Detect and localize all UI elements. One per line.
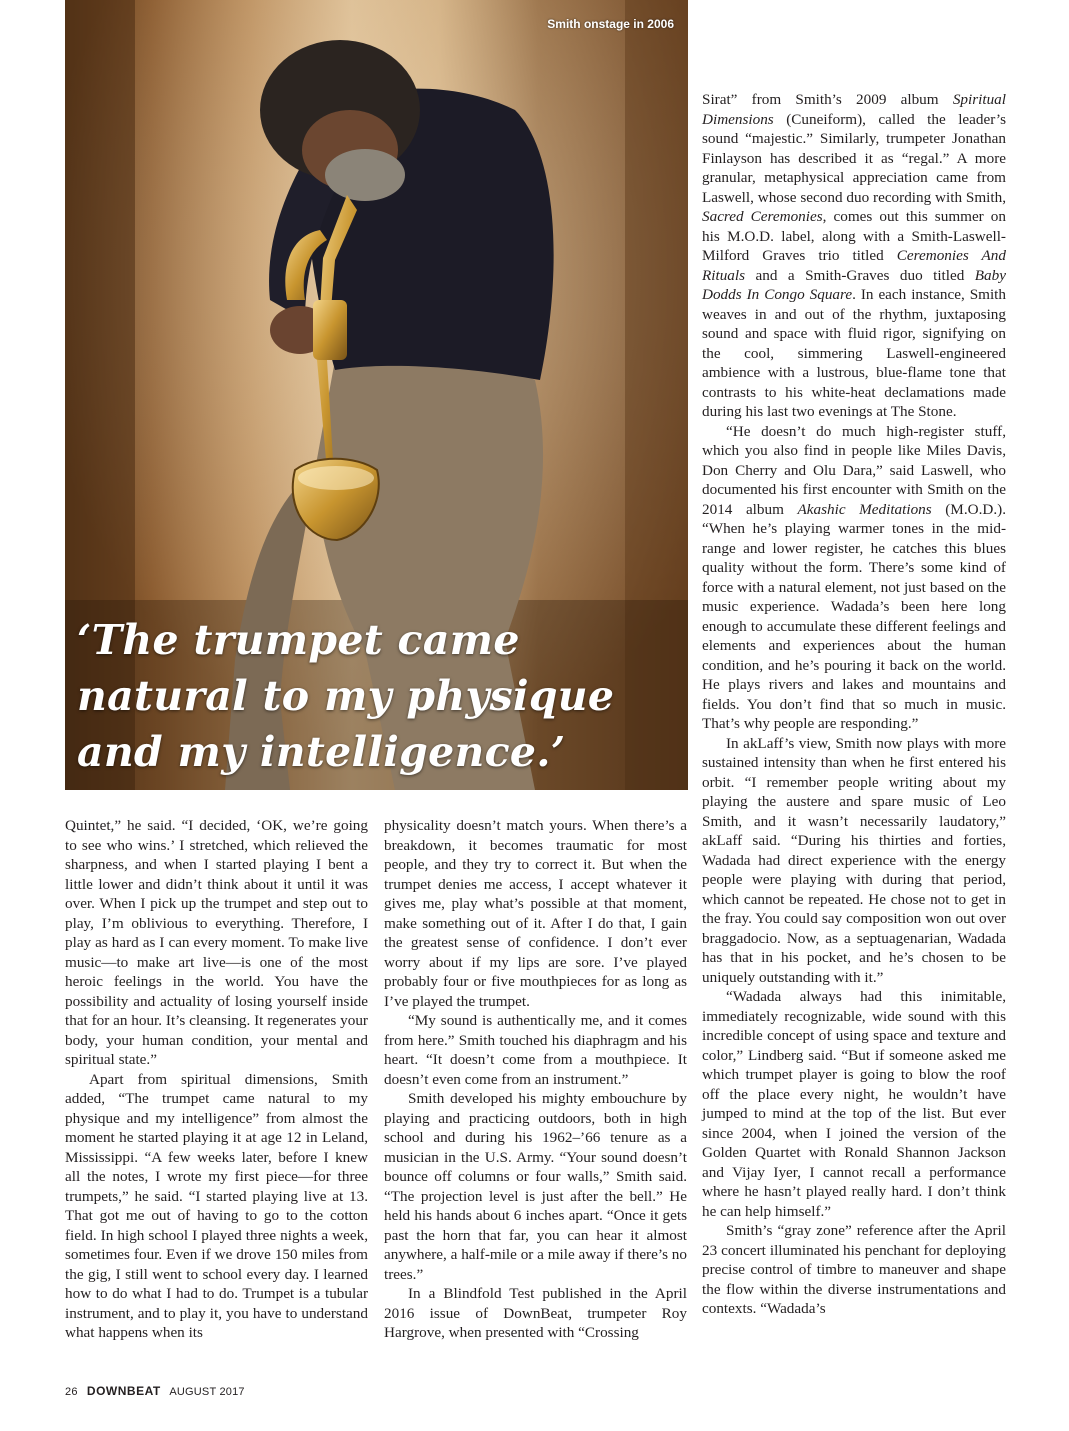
pull-quote: ‘The trumpet came natural to my physique and my intelligence.’ — [77, 616, 615, 776]
album-title: Sacred Ceremonies — [702, 208, 823, 225]
paragraph: In akLaff’s view, Smith now plays with more sustained intensity than when he first entered his orbit. “I remember people writing about my playing the austere and spare music of Leo Smith, and it wasn’t necessarily laudatory,” akLaff said. “During his thirties and forties, Wadada had direct experience with the energy people were playing with during that period, which cannot be repeated. He chose not to get in the fray. You could say composition won out over braggadocio. Now, as a septuagenarian, Wadada has that in his pocket, and he’s chosen to be uniquely outstanding with it.” — [702, 734, 1006, 986]
paragraph: Smith’s “gray zone” reference after the April 23 concert illuminated his penchant for deploying precise control of timbre to maneuver and shape the flow within the diverse instrumentations and contexts. “Wadada’s — [702, 1222, 1006, 1317]
album-title: Akashic Meditations — [797, 500, 932, 518]
text-run: (M.O.D.). “When he’s playing warmer tones in the mid-range and lower register, he catches this blues quality without the form. There’s some kind of force with a natural element, not just based on the music experience. Wadada’s been here long enough to accumulate these different feelings and elements and experiences about the human condition, and he’s pouring it back on the world. He plays rivers and lakes and mountains and fields. You don’t find that so much in music. That’s why people are responding.” — [702, 500, 1006, 732]
text-run: , comes out this summer on his M.O.D. label, along with a Smith-Laswell-Milford Graves trio titled — [702, 208, 1006, 264]
magazine-name: DOWNBEAT — [86, 1384, 161, 1398]
column-3 — [702, 90, 1006, 1319]
issue-date: AUGUST 2017 — [169, 1386, 245, 1398]
feature-photo — [65, 0, 688, 790]
text-run: . In each instance, Smith weaves in and out of the rhythm, juxtaposing sound and space with fluid rigor, signifying on the cool, simmering Laswell-engineered ambience with a lustrous, blue-flame tone that contrasts to his white-heat declamations made during his last two evenings at The Stone. — [702, 286, 1006, 420]
paragraph: In a Blindfold Test published in the April 2016 issue of DownBeat, trumpeter Roy Hargrove, when presented with “Crossing — [384, 1285, 687, 1341]
album-title: Spiritual Dimensions — [702, 91, 1006, 128]
page-footer — [65, 1384, 245, 1398]
column-2 — [384, 816, 687, 1343]
album-title: Ceremonies And Rituals — [702, 247, 1006, 284]
page-number: 26 — [65, 1386, 78, 1398]
text-run: “He doesn’t do much high-register stuff, which you also find in people like Miles Davis, Don Cherry and Olu Dara,” said Laswell, who documented his first encounter with Smith on the 2014 album — [702, 422, 1006, 518]
column-1 — [65, 816, 368, 1343]
text-run: and a Smith-Graves duo titled — [745, 266, 975, 284]
paragraph: Smith developed his mighty embouchure by playing and practicing outdoors, both in high school and during his 1962–’66 tenure as a musician in the U.S. Army. “Your sound doesn’t bounce off columns or four walls,” Smith said. “The projection level is just after the bell.” He held his hands about 6 inches apart. “Once it gets past the horn that far, you can hear it almost anywhere, a half-mile or a mile away if there’s no trees.” — [384, 1090, 687, 1283]
paragraph — [702, 422, 1006, 734]
photo-credit: Smith onstage in 2006 — [547, 17, 674, 31]
text-run: Sirat” from Smith’s 2009 album — [702, 91, 953, 108]
paragraph: Apart from spiritual dimensions, Smith added, “The trumpet came natural to my physique and my intelligence” from almost the moment he started playing it at age 12 in Leland, Mississippi. “A few weeks later, before I knew all the notes, I wrote my first piece—for three trumpets,” he said. “I started playing live at 13. That got me out of having to go to the cotton field. In high school I played three nights a week, sometimes four. Even if we drove 150 miles from the gig, I still went to school every day. I learned how to do what I had to do. Trumpet is a tubular instrument, and to play it, you have to understand what happens when its — [65, 1070, 368, 1341]
paragraph: “Wadada always had this inimitable, immediately recognizable, wide sound with this incredible concept of using space and texture and color,” Lindberg said. “But if someone asked me which trumpet player is going to blow the roof off the place every night, he wouldn’t have jumped to mind at the top of the list. But ever since 2004, when I joined the version of the Golden Quartet with Ronald Shannon Jackson and Vijay Iyer, I cannot recall a performance where he hasn’t played really hard. I don’t think he can help himself.” — [702, 988, 1006, 1220]
paragraph: Quintet,” he said. “I decided, ‘OK, we’re going to see who wins.’ I stretched, which relieved the sharpness, and when I started playing I bent a little lower and didn’t think about it until it was over. When I pick up the trumpet and step out to play, I’m oblivious to everything. Therefore, I play as hard as I can every moment. To make live music—to make art live—is one of the most heroic feelings in the world. You have the possibility and actuality of losing yourself inside that for an hour. It’s cleansing. It regenerates your body, your human condition, your mental and spiritual state.” — [65, 817, 368, 1068]
paragraph: physicality doesn’t match yours. When there’s a breakdown, it becomes traumatic for most people, and they try to correct it. But when the trumpet denies me access, I accept whatever it gives me, play what’s possible at that moment, make something out of it. After I do that, I gain the greatest sense of confidence. I don’t ever worry about if my lips are sore. I’ve played probably four or five mouthpieces for as long as I’ve played the trumpet. — [384, 817, 687, 1010]
album-title: Baby Dodds In Congo Square — [702, 266, 1006, 303]
paragraph: “My sound is authentically me, and it comes from here.” Smith touched his diaphragm and his heart. “It doesn’t come from a mouthpiece. It doesn’t even come from an instrument.” — [384, 1012, 687, 1088]
paragraph — [702, 90, 1006, 422]
text-run: (Cuneiform), called the leader’s sound “majestic.” Similarly, trumpeter Jonathan Finlayson has described it as “regal.” A more granular, metaphysical appreciation came from Laswell, whose second duo recording with Smith, — [702, 110, 1006, 206]
